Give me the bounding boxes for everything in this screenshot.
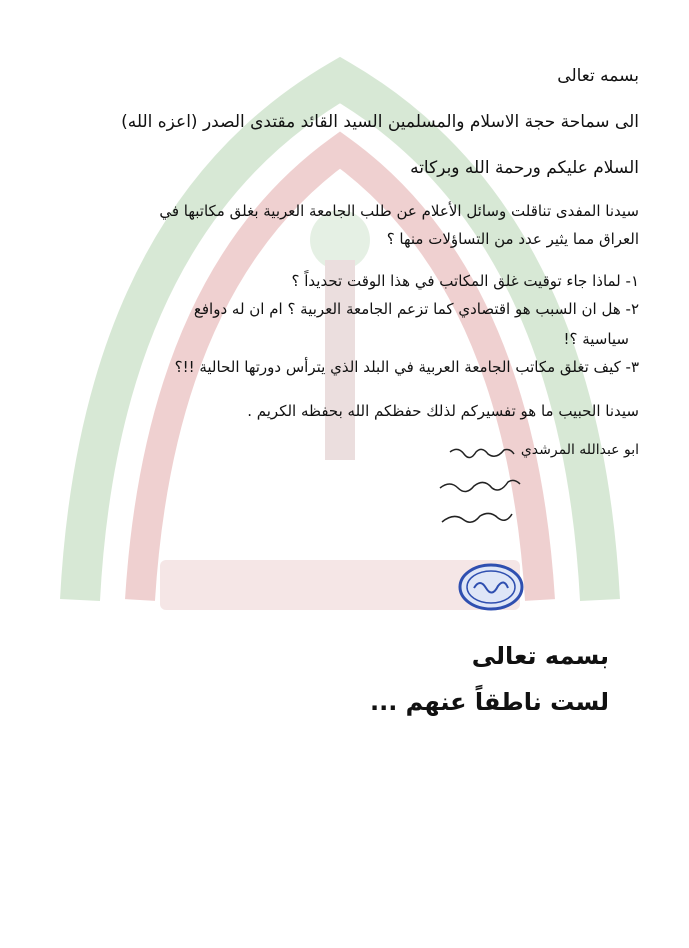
letter-closing: سيدنا الحبيب ما هو تفسيركم لذلك حفظكم الله بحفظه الكريم . [247, 402, 639, 420]
reply-answer: لست ناطقاً عنهم ... [369, 688, 609, 716]
handwritten-reply [430, 430, 540, 540]
question-3: ٣- كيف تغلق مكاتب الجامعة العربية في البلد الذي يترأس دورتها الحالية !!؟ [174, 358, 639, 376]
letter-basmala: بسمه تعالى [557, 66, 639, 86]
seal-stamp [458, 562, 524, 612]
letter-intro-line-1: سيدنا المفدى تناقلت وسائل الأعلام عن طلب الجامعة العربية بغلق مكاتبها في [159, 202, 639, 220]
letter-address: الى سماحة حجة الاسلام والمسلمين السيد القائد مقتدى الصدر (اعزه الله) [121, 112, 639, 132]
question-2-line-1: ٢- هل ان السبب هو اقتصادي كما تزعم الجامعة العربية ؟ ام ان له دوافع [193, 300, 639, 318]
question-2-line-2: سياسية ؟! [563, 330, 629, 348]
reply-basmala: بسمه تعالى [471, 642, 609, 670]
sender-name: ابو عبدالله المرشدي [520, 442, 639, 458]
question-1: ١- لماذا جاء توقيت غلق المكاتب في هذا الوقت تحديداً ؟ [291, 272, 639, 290]
letter-greeting: السلام عليكم ورحمة الله وبركاته [410, 158, 639, 178]
letter-intro-line-2: العراق مما يثير عدد من التساؤلات منها ؟ [386, 230, 639, 248]
